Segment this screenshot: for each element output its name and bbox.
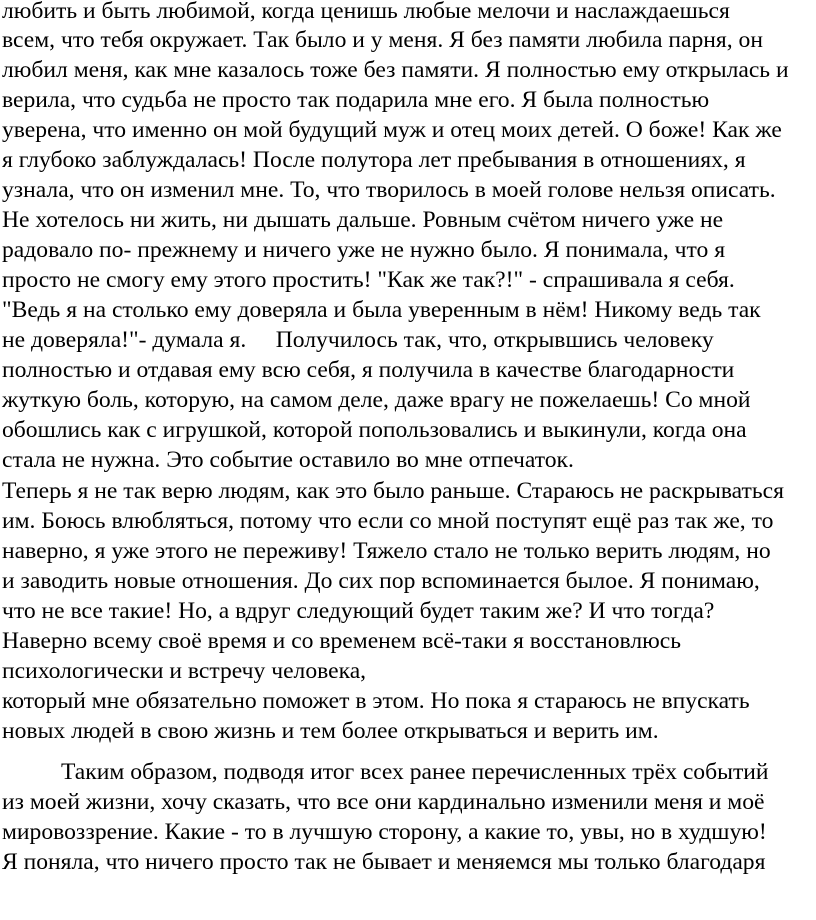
text-line: полностью и отдавая ему всю себя, я получила в качестве благодарности [2,357,735,383]
text-line: всем, что тебя окружает. Так было и у меня. Я без памяти любила парня, он [2,27,763,53]
text-line: Я поняла, что ничего просто так не бывает и меняемся мы только благодаря [2,849,766,875]
text-line: Таким образом, подводя итог всех ранее перечисленных трёх событий [2,759,769,785]
text-line: просто не смогу ему этого простить! "Как же так?!" - спрашивала я себя. [2,267,735,293]
text-line: не доверяла!"- думала я. Получилось так, что, открывшись человеку [2,327,714,353]
text-line: и заводить новые отношения. До сих пор вспоминается былое. Я понимаю, [2,568,760,594]
text-line: который мне обязательно поможет в этом. Но пока я стараюсь не впускать [2,688,750,714]
text-line: радовало по- прежнему и ничего уже не нужно было. Я понимала, что я [2,237,726,263]
text-line: обошлись как с игрушкой, которой попользовались и выкинули, когда она [2,417,747,443]
text-line: мировоззрение. Какие - то в лучшую сторону, а какие то, увы, но в худшую! [2,819,767,845]
text-line: узнала, что он изменил мне. То, что творилось в моей голове нельзя описать. [2,177,776,203]
text-line: любил меня, как мне казалось тоже без памяти. Я полностью ему открылась и [2,57,789,83]
text-line: Наверно всему своё время и со временем всё-таки я восстановлюсь [2,628,681,654]
text-line: психологически и встречу человека, [2,658,367,684]
text-line: Теперь я не так верю людям, как это было раньше. Стараюсь не раскрываться [2,478,784,504]
text-line: "Ведь я на столько ему доверяла и была уверенным в нём! Никому ведь так [2,297,761,323]
text-line: любить и быть любимой, когда ценишь любые мелочи и наслаждаешься [2,0,730,24]
text-line: я глубоко заблуждалась! После полутора лет пребывания в отношениях, я [2,147,746,173]
text-line: новых людей в свою жизнь и тем более открываться и верить им. [2,718,659,744]
text-line: стала не нужна. Это событие оставило во мне отпечаток. [2,447,574,473]
text-line: наверно, я уже этого не переживу! Тяжело стало не только верить людям, но [2,538,771,564]
text-line: им. Боюсь влюбляться, потому что если со мной поступят ещё раз так же, то [2,508,774,534]
text-line: уверена, что именно он мой будущий муж и отец моих детей. О боже! Как же [2,117,782,143]
text-line: из моей жизни, хочу сказать, что все они кардинально изменили меня и моё [2,789,765,815]
text-line: Не хотелось ни жить, ни дышать дальше. Ровным счётом ничего уже не [2,207,724,233]
text-line: жуткую боль, которую, на самом деле, даже врагу не пожелаешь! Со мной [2,387,751,413]
text-line: верила, что судьба не просто так подарила мне его. Я была полностью [2,87,710,113]
text-line: что не все такие! Но, а вдруг следующий будет таким же? И что тогда? [2,598,715,624]
